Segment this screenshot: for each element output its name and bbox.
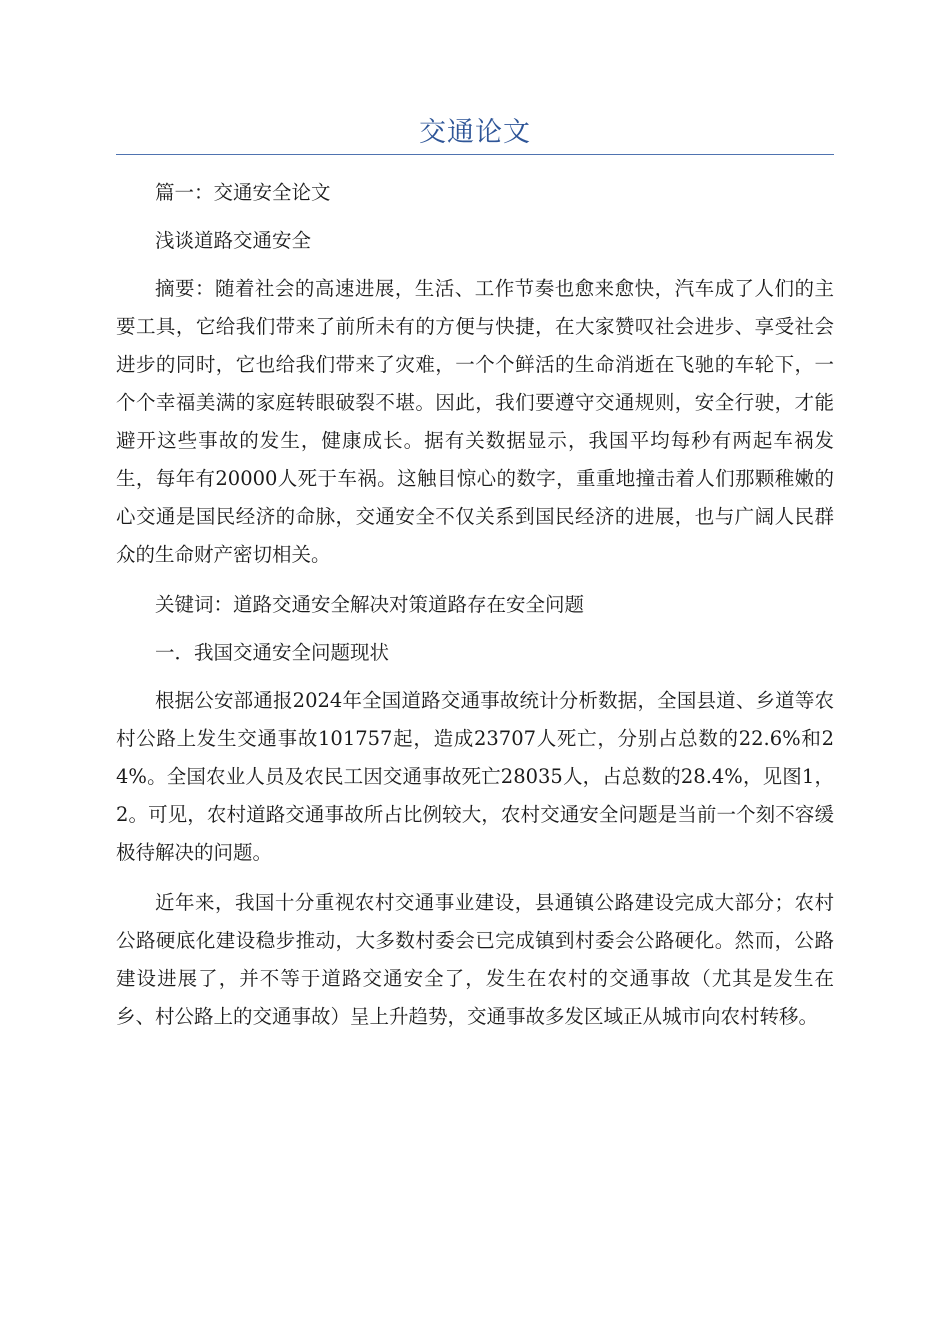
document-title: 交通论文 (419, 117, 531, 148)
title-underline (116, 154, 834, 155)
section-heading: 篇一：交通安全论文 (155, 181, 331, 204)
subsection-heading: 一．我国交通安全问题现状 (155, 641, 390, 664)
abstract-paragraph: 摘要：随着社会的高速进展，生活、工作节奏也愈来愈快，汽车成了人们的主要工具，它给我们带来了前所未有的方便与快捷，在大家赞叹社会进步、享受社会进步的同时，它也给我们带来了灾难，一个个鲜活的生命消逝在飞驰的车轮下，一个个幸福美满的家庭转眼破裂不堪。因此，我们要遵守交通规则，安全行驶，才能避开这些事故的发生，健康成长。据有关数据显示，我国平均每秒有两起车祸发生，每年有20000人死于车祸。这触目惊心的数字，重重地撞击着人们那颗稚嫩的心交通是国民经济的命脉，交通安全不仅关系到国民经济的进展，也与广阔人民群众的生命财产密切相关。 (116, 277, 834, 566)
document-body (116, 174, 834, 1048)
keywords-paragraph: 关键词：道路交通安全解决对策道路存在安全问题 (155, 593, 585, 616)
article-subtitle: 浅谈道路交通安全 (155, 229, 312, 252)
body-paragraph: 根据公安部通报2024年全国道路交通事故统计分析数据，全国县道、乡道等农村公路上发生交通事故101757起，造成23707人死亡，分别占总数的22.6%和24%。全国农业人员及农民工因交通事故死亡28035人，占总数的28.4%，见图1，2。可见，农村道路交通事故所占比例较大，农村交通安全问题是当前一个刻不容缓极待解决的问题。 (116, 689, 834, 864)
body-paragraph: 近年来，我国十分重视农村交通事业建设，县通镇公路建设完成大部分；农村公路硬底化建设稳步推动，大多数村委会已完成镇到村委会公路硬化。然而，公路建设进展了，并不等于道路交通安全了，发生在农村的交通事故（尤其是发生在乡、村公路上的交通事故）呈上升趋势，交通事故多发区域正从城市向农村转移。 (116, 891, 834, 1028)
